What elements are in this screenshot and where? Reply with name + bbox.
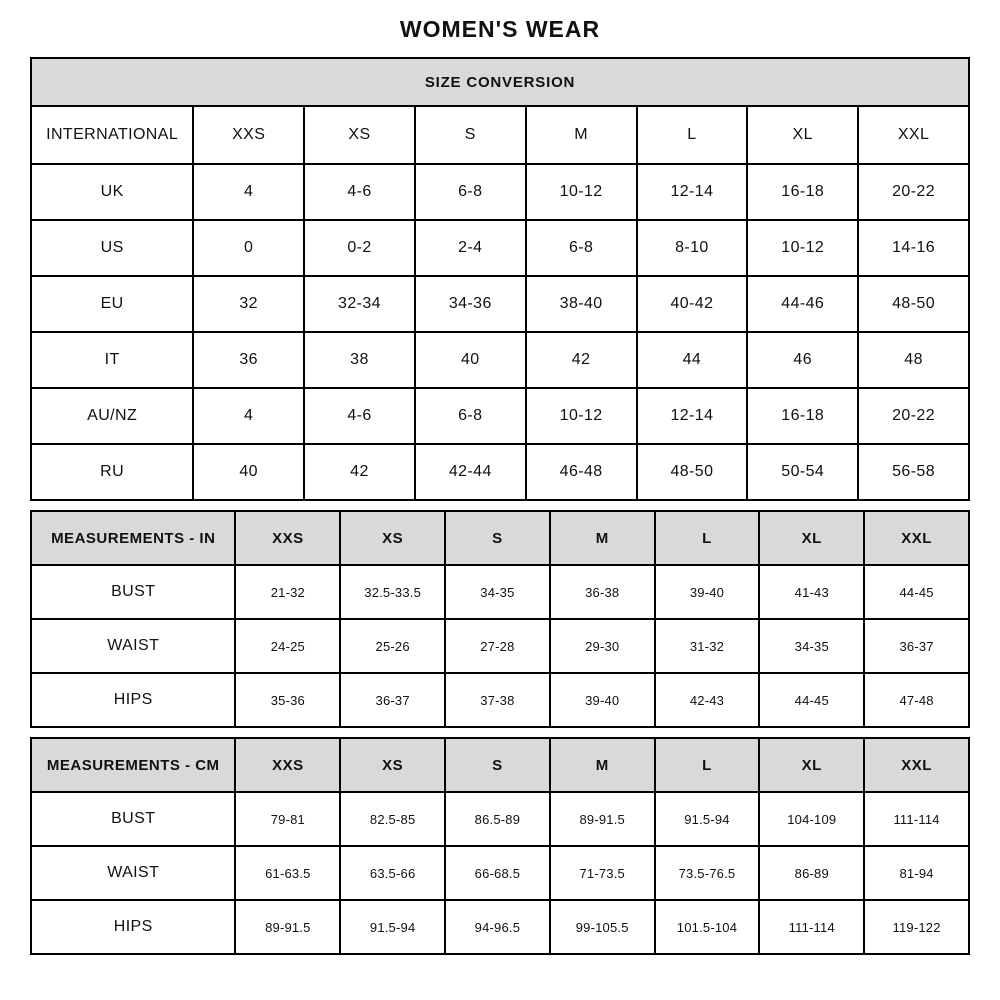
size-column-header: XL <box>759 738 864 792</box>
size-value: 36 <box>193 332 304 388</box>
size-value: 48 <box>858 332 969 388</box>
size-column-header: XS <box>340 738 445 792</box>
row-label: BUST <box>31 565 235 619</box>
row-label: WAIST <box>31 846 235 900</box>
size-value: 42 <box>304 444 415 500</box>
table-row <box>31 846 969 900</box>
size-value: 6-8 <box>415 388 526 444</box>
table-header-row <box>31 511 969 565</box>
size-column-header: S <box>445 511 550 565</box>
size-value: 8-10 <box>637 220 748 276</box>
size-value: 0 <box>193 220 304 276</box>
size-column-header: XS <box>304 106 415 164</box>
table-header-label: INTERNATIONAL <box>31 106 193 164</box>
size-value: 40-42 <box>637 276 748 332</box>
size-conversion-table <box>30 57 970 501</box>
size-value: 4 <box>193 388 304 444</box>
size-value: 12-14 <box>637 388 748 444</box>
size-column-header: S <box>415 106 526 164</box>
table-row <box>31 164 969 220</box>
size-value: 6-8 <box>415 164 526 220</box>
size-value: 44 <box>637 332 748 388</box>
size-value: 94-96.5 <box>445 900 550 954</box>
row-label: US <box>31 220 193 276</box>
size-column-header: M <box>550 511 655 565</box>
size-column-header: XXL <box>864 511 969 565</box>
row-label: IT <box>31 332 193 388</box>
size-value: 56-58 <box>858 444 969 500</box>
size-value: 42-43 <box>655 673 760 727</box>
size-value: 27-28 <box>445 619 550 673</box>
size-value: 119-122 <box>864 900 969 954</box>
size-value: 31-32 <box>655 619 760 673</box>
size-value: 86.5-89 <box>445 792 550 846</box>
table-header-label: MEASUREMENTS - IN <box>31 511 235 565</box>
size-value: 25-26 <box>340 619 445 673</box>
size-column-header: XXL <box>864 738 969 792</box>
size-value: 32 <box>193 276 304 332</box>
size-value: 36-37 <box>864 619 969 673</box>
size-value: 99-105.5 <box>550 900 655 954</box>
size-value: 36-37 <box>340 673 445 727</box>
table-row <box>31 388 969 444</box>
size-value: 82.5-85 <box>340 792 445 846</box>
size-value: 32-34 <box>304 276 415 332</box>
size-column-header: XL <box>759 511 864 565</box>
size-column-header: L <box>637 106 748 164</box>
size-value: 38-40 <box>526 276 637 332</box>
size-value: 42-44 <box>415 444 526 500</box>
size-value: 39-40 <box>655 565 760 619</box>
table-row <box>31 565 969 619</box>
size-value: 48-50 <box>637 444 748 500</box>
row-label: BUST <box>31 792 235 846</box>
size-value: 79-81 <box>235 792 340 846</box>
size-value: 40 <box>193 444 304 500</box>
size-value: 34-35 <box>445 565 550 619</box>
size-value: 16-18 <box>747 164 858 220</box>
size-value: 24-25 <box>235 619 340 673</box>
size-value: 4-6 <box>304 164 415 220</box>
size-value: 89-91.5 <box>235 900 340 954</box>
size-value: 48-50 <box>858 276 969 332</box>
size-value: 14-16 <box>858 220 969 276</box>
table-header-label: MEASUREMENTS - CM <box>31 738 235 792</box>
row-label: WAIST <box>31 619 235 673</box>
size-value: 40 <box>415 332 526 388</box>
table-row <box>31 792 969 846</box>
size-value: 42 <box>526 332 637 388</box>
size-value: 36-38 <box>550 565 655 619</box>
size-value: 21-32 <box>235 565 340 619</box>
size-value: 29-30 <box>550 619 655 673</box>
row-label: HIPS <box>31 900 235 954</box>
size-value: 66-68.5 <box>445 846 550 900</box>
table-header-row <box>31 738 969 792</box>
size-value: 71-73.5 <box>550 846 655 900</box>
size-value: 44-46 <box>747 276 858 332</box>
size-value: 73.5-76.5 <box>655 846 760 900</box>
table-row <box>31 444 969 500</box>
size-column-header: XS <box>340 511 445 565</box>
measurements-cm-table <box>30 737 970 955</box>
size-column-header: XXS <box>193 106 304 164</box>
table-title-row <box>31 58 969 106</box>
size-column-header: XXL <box>858 106 969 164</box>
size-value: 41-43 <box>759 565 864 619</box>
size-value: 20-22 <box>858 164 969 220</box>
size-value: 63.5-66 <box>340 846 445 900</box>
size-value: 32.5-33.5 <box>340 565 445 619</box>
size-column-header: XXS <box>235 738 340 792</box>
size-column-header: S <box>445 738 550 792</box>
row-label: UK <box>31 164 193 220</box>
row-label: EU <box>31 276 193 332</box>
row-label: HIPS <box>31 673 235 727</box>
table-row <box>31 673 969 727</box>
size-value: 2-4 <box>415 220 526 276</box>
size-column-header: XL <box>747 106 858 164</box>
size-column-header: M <box>526 106 637 164</box>
size-column-header: M <box>550 738 655 792</box>
size-value: 101.5-104 <box>655 900 760 954</box>
table-row <box>31 900 969 954</box>
size-value: 50-54 <box>747 444 858 500</box>
table-row <box>31 220 969 276</box>
table-row <box>31 619 969 673</box>
table-row <box>31 332 969 388</box>
size-column-header: L <box>655 738 760 792</box>
size-value: 6-8 <box>526 220 637 276</box>
size-value: 47-48 <box>864 673 969 727</box>
size-value: 91.5-94 <box>655 792 760 846</box>
measurements-in-table <box>30 510 970 728</box>
size-value: 37-38 <box>445 673 550 727</box>
size-value: 111-114 <box>864 792 969 846</box>
size-value: 4 <box>193 164 304 220</box>
table-header-row <box>31 106 969 164</box>
size-value: 61-63.5 <box>235 846 340 900</box>
size-value: 44-45 <box>759 673 864 727</box>
size-value: 111-114 <box>759 900 864 954</box>
size-value: 4-6 <box>304 388 415 444</box>
size-value: 86-89 <box>759 846 864 900</box>
size-value: 46 <box>747 332 858 388</box>
size-value: 10-12 <box>526 388 637 444</box>
size-value: 0-2 <box>304 220 415 276</box>
size-value: 35-36 <box>235 673 340 727</box>
size-value: 20-22 <box>858 388 969 444</box>
size-value: 81-94 <box>864 846 969 900</box>
size-value: 34-35 <box>759 619 864 673</box>
size-value: 104-109 <box>759 792 864 846</box>
size-value: 12-14 <box>637 164 748 220</box>
row-label: RU <box>31 444 193 500</box>
page-title: WOMEN'S WEAR <box>399 16 601 42</box>
size-value: 39-40 <box>550 673 655 727</box>
size-value: 38 <box>304 332 415 388</box>
size-value: 46-48 <box>526 444 637 500</box>
table-title: SIZE CONVERSION <box>31 58 969 106</box>
size-value: 91.5-94 <box>340 900 445 954</box>
size-value: 89-91.5 <box>550 792 655 846</box>
size-value: 44-45 <box>864 565 969 619</box>
size-column-header: L <box>655 511 760 565</box>
size-value: 16-18 <box>747 388 858 444</box>
size-value: 10-12 <box>747 220 858 276</box>
row-label: AU/NZ <box>31 388 193 444</box>
size-value: 10-12 <box>526 164 637 220</box>
table-row <box>31 276 969 332</box>
size-value: 34-36 <box>415 276 526 332</box>
size-column-header: XXS <box>235 511 340 565</box>
